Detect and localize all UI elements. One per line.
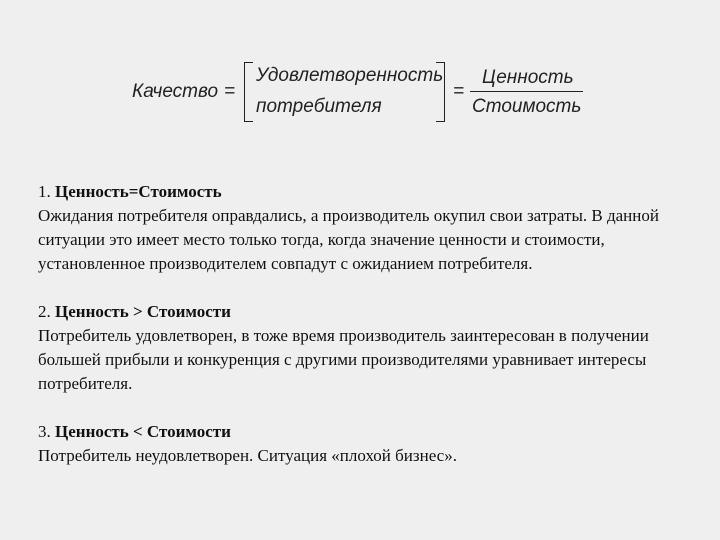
case-heading — [38, 420, 698, 444]
case-number: 1. — [38, 182, 51, 201]
case-description: Ожидания потребителя оправдались, а производитель окупил свои затраты. В данной ситуации это имеет место только тогда, когда значение ценности и стоимости, установленное производителем совпадут с ожиданием потребителя. — [38, 206, 659, 273]
case-heading — [38, 180, 698, 204]
case-title: Ценность < Стоимости — [55, 422, 231, 441]
formula-left-bracket — [244, 62, 253, 122]
formula-equals-2: = — [453, 81, 465, 102]
formula-bracket-bottom: потребителя — [256, 96, 382, 117]
cases-list — [38, 180, 698, 492]
formula-bracket-top: Удовлетворенность — [256, 65, 444, 86]
case-3 — [38, 420, 698, 468]
case-title: Ценность=Стоимость — [55, 182, 222, 201]
case-description: Потребитель неудовлетворен. Ситуация «плохой бизнес». — [38, 446, 457, 465]
formula-equals-1: = — [224, 81, 236, 102]
formula-fraction-line — [470, 91, 583, 92]
case-number: 3. — [38, 422, 51, 441]
case-title: Ценность > Стоимости — [55, 302, 231, 321]
formula-denominator: Стоимость — [472, 96, 582, 117]
case-heading — [38, 300, 698, 324]
formula-lhs: Качество — [132, 81, 219, 102]
case-1 — [38, 180, 698, 276]
quality-formula — [0, 0, 720, 170]
case-number: 2. — [38, 302, 51, 321]
formula-right-bracket — [436, 62, 445, 122]
case-2 — [38, 300, 698, 396]
formula-numerator: Ценность — [482, 67, 574, 88]
case-description: Потребитель удовлетворен, в тоже время производитель заинтересован в получении большей прибыли и конкуренция с другими производителями уравнивает интересы потребителя. — [38, 326, 649, 393]
